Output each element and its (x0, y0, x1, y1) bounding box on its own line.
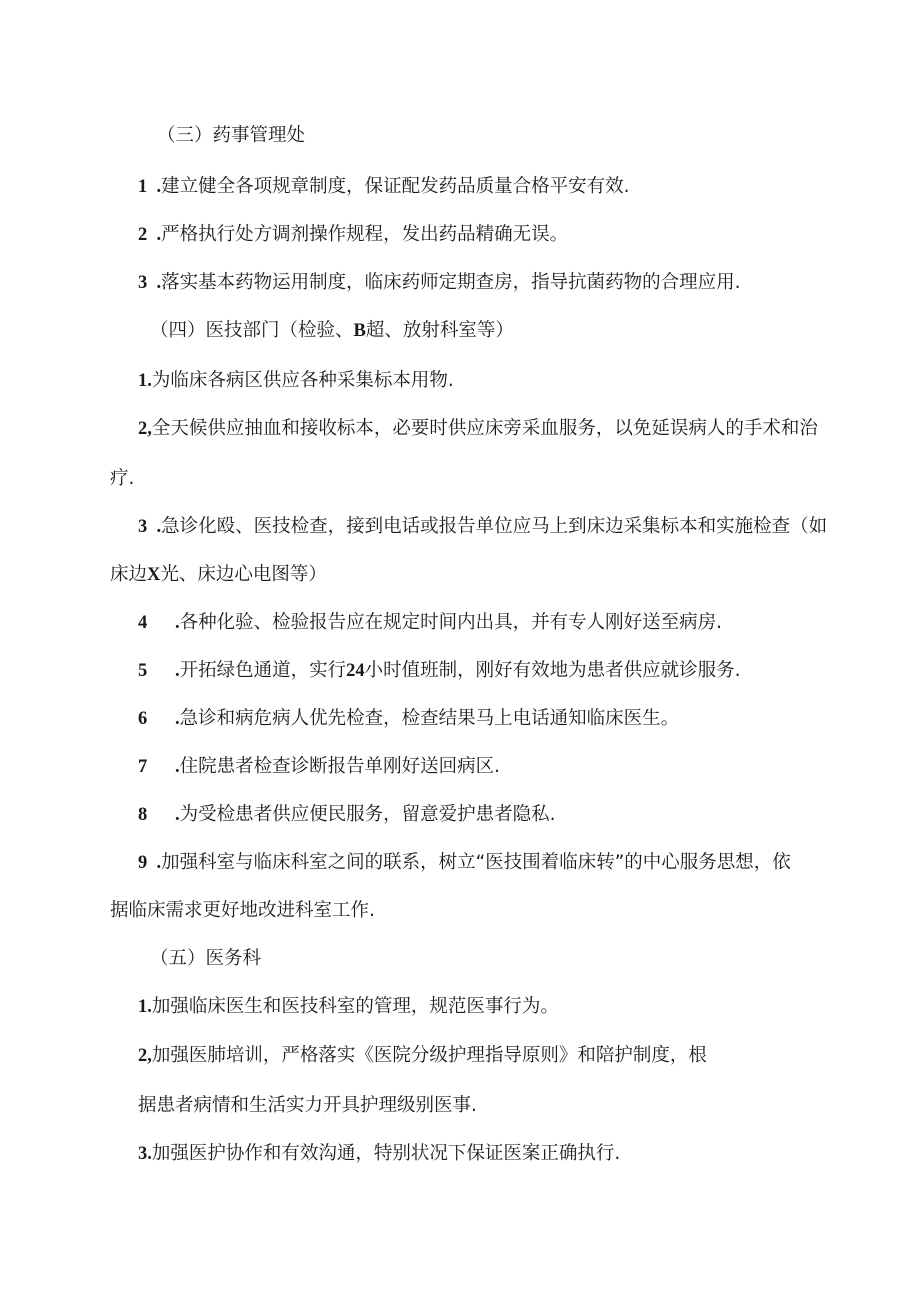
item-text-continuation: 据临床需求更好地改进科室工作. (110, 900, 375, 921)
item-text: 加强临床医生和医技科室的管理，规范医事行为。 (151, 996, 559, 1017)
list-item (138, 416, 818, 442)
item-text: 为受检患者供应便民服务，留意爱护患者隐私. (179, 804, 556, 825)
item-number: 3 (138, 517, 148, 537)
item-text: 全天候供应抽血和接收标本，必要时供应床旁采血服务，以免延误病人的手术和治 (151, 418, 818, 439)
section-heading-4 (150, 318, 514, 344)
list-item (138, 174, 630, 200)
item-text: 急诊化殴、医技检查，接到电话或报告单位应马上到床边采集标本和实施检查（如 (161, 516, 828, 537)
item-separator: . (147, 273, 162, 293)
item-separator: . (147, 613, 180, 633)
item-number: 1. (138, 371, 152, 391)
text-span: 光、床边心电图等） (160, 564, 327, 585)
heading-text: （四）医技部门（检验、 (150, 320, 354, 341)
heading-text: 超、放射科室等） (365, 320, 514, 341)
list-item (138, 850, 791, 876)
list-item (138, 994, 559, 1020)
item-number: 2 (138, 225, 148, 245)
item-separator: . (147, 661, 180, 681)
text-letter: X (147, 565, 161, 585)
item-text-continuation: 据患者病情和生活实力开具护理级别医事. (138, 1095, 477, 1116)
item-separator: . (147, 853, 162, 873)
item-number: 2, (138, 419, 152, 439)
item-number: 9 (138, 853, 148, 873)
item-separator: . (147, 757, 180, 777)
item-number: 1 (138, 177, 148, 197)
list-item (138, 754, 500, 780)
list-item (138, 1141, 620, 1167)
item-text: 落实基本药物运用制度，临床药师定期查房，指导抗菌药物的合理应用. (161, 272, 741, 293)
item-number: 3. (138, 1144, 152, 1164)
list-item (138, 706, 679, 732)
section-heading-5: （五）医务科 (150, 948, 262, 969)
heading-letter: B (353, 321, 366, 341)
item-text-continuation (110, 562, 327, 588)
item-number: 7 (138, 757, 148, 777)
text-span: 床边 (110, 564, 148, 585)
list-item (138, 802, 556, 828)
item-text: 小时值班制，刚好有效地为患者供应就诊服务. (364, 660, 741, 681)
item-text: 加强医肺培训，严格落实《医院分级护理指导原则》和陪护制度，根 (151, 1045, 707, 1066)
item-number: 1. (138, 997, 152, 1017)
list-item (138, 270, 741, 296)
list-item (138, 222, 568, 248)
item-text: 严格执行处方调剂操作规程，发出药品精确无误。 (161, 224, 569, 245)
section-heading-3: （三）药事管理处 (157, 125, 306, 146)
list-item (138, 610, 722, 636)
item-text: 加强科室与临床科室之间的联系，树立“医技围着临床转”的中心服务思想，依 (161, 852, 791, 873)
list-item (138, 1043, 707, 1069)
list-item (138, 368, 454, 394)
item-separator: . (147, 517, 162, 537)
item-text-number: 24 (346, 661, 365, 681)
item-number: 3 (138, 273, 148, 293)
item-text: 住院患者检查诊断报告单刚好送回病区. (179, 756, 501, 777)
item-separator: . (147, 225, 162, 245)
item-text: 急诊和病危病人优先检查，检查结果马上电话通知临床医生。 (179, 708, 680, 729)
item-separator: . (147, 805, 180, 825)
item-number: 8 (138, 805, 148, 825)
item-text: 开拓绿色通道，实行 (179, 660, 347, 681)
item-text: 各种化验、检验报告应在规定时间内出具，并有专人刚好送至病房. (179, 612, 723, 633)
item-text-continuation: 疗. (110, 468, 135, 489)
item-separator: . (147, 709, 180, 729)
item-separator: . (147, 177, 162, 197)
list-item (138, 514, 827, 540)
item-text: 建立健全各项规章制度，保证配发药品质量合格平安有效. (161, 176, 630, 197)
list-item (138, 658, 741, 684)
item-number: 6 (138, 709, 148, 729)
item-number: 5 (138, 661, 148, 681)
item-number: 4 (138, 613, 148, 633)
item-number: 2, (138, 1046, 152, 1066)
item-text: 为临床各病区供应各种采集标本用物. (151, 370, 454, 391)
item-text: 加强医护协作和有效沟通，特别状况下保证医案正确执行. (151, 1143, 621, 1164)
